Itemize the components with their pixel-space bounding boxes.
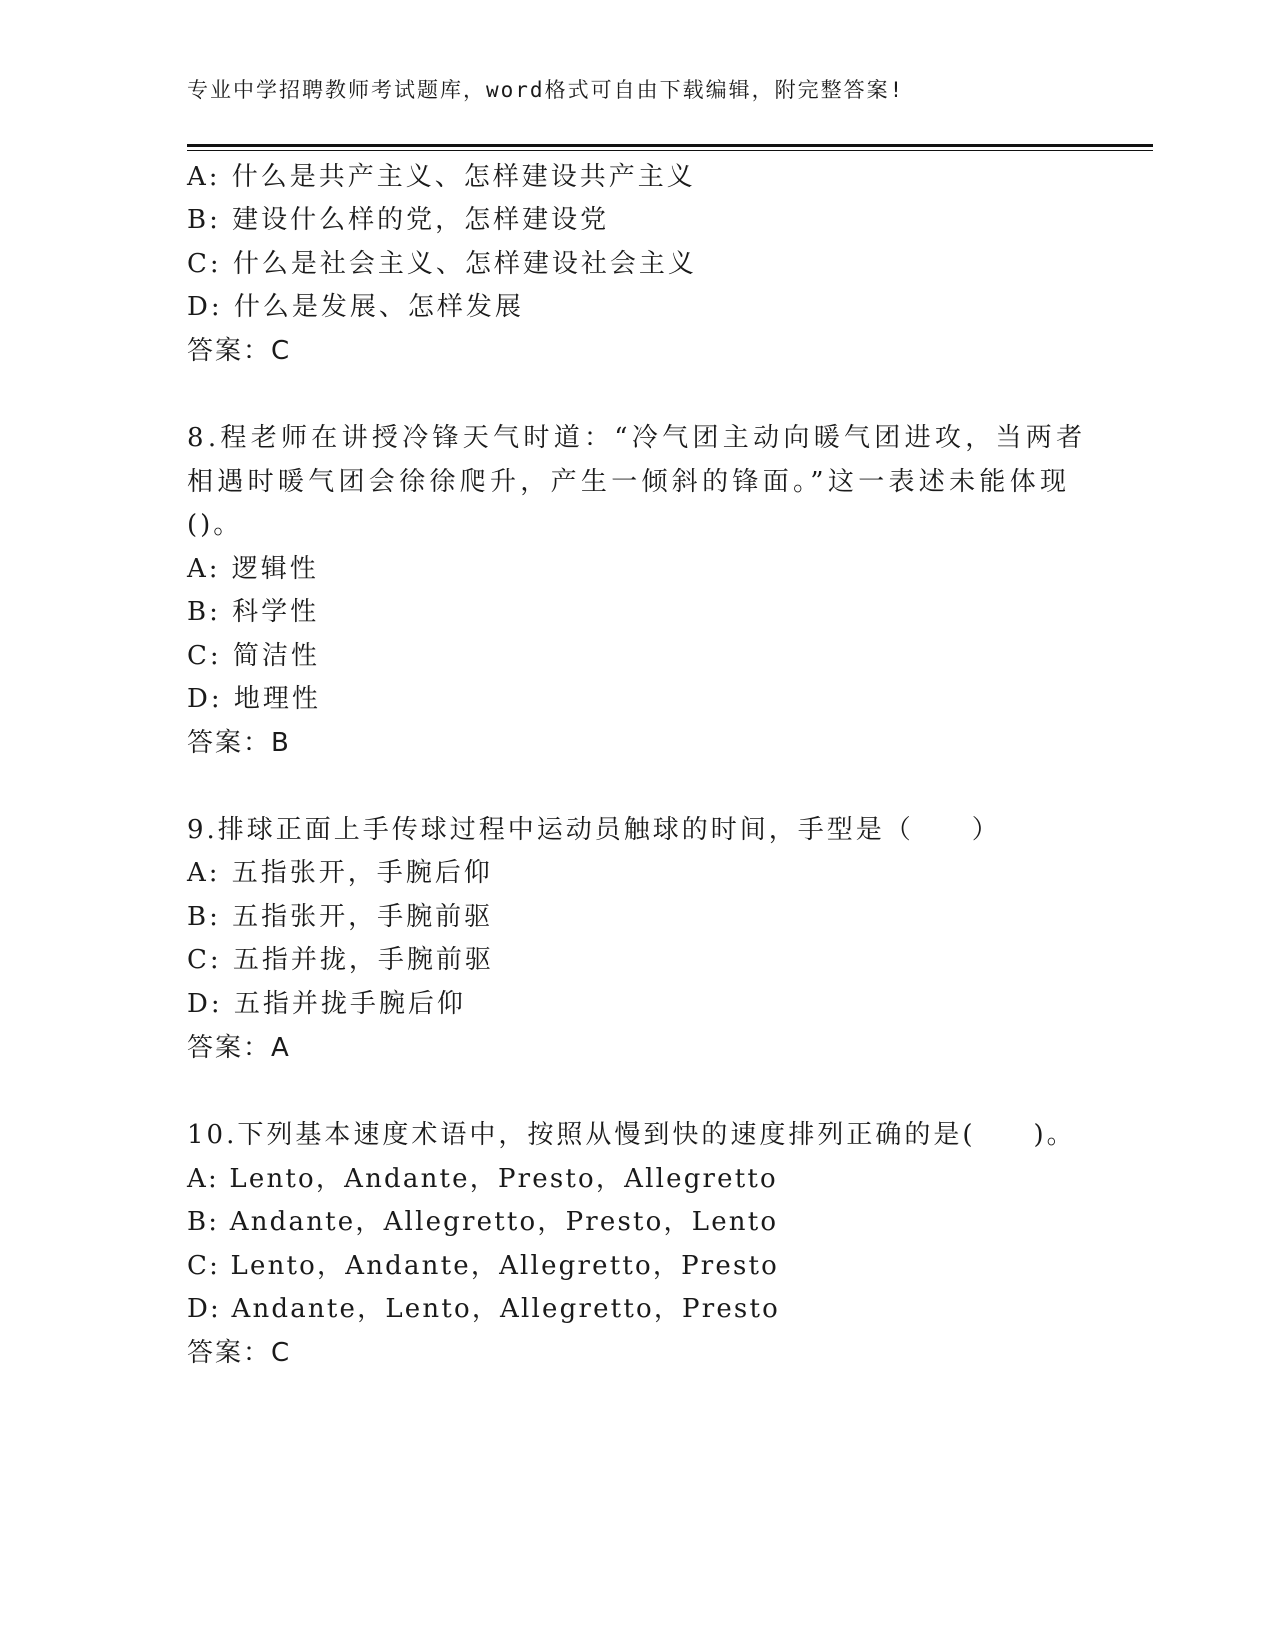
q8-option-a: A: 逻辑性 xyxy=(187,554,319,584)
q10-option-d: D: Andante，Lento，Allegretto，Presto xyxy=(187,1294,780,1324)
q10-stem: 10.下列基本速度术语中，按照从慢到快的速度排列正确的是( )。 xyxy=(187,1120,1076,1150)
q8-option-c: C: 简洁性 xyxy=(187,641,320,671)
q9-option-a: A: 五指张开，手腕后仰 xyxy=(187,858,493,888)
q9-answer: 答案：A xyxy=(187,1033,291,1063)
q8-stem-line-2: 相遇时暖气团会徐徐爬升，产生一倾斜的锋面。”这一表述未能体现 xyxy=(187,467,1071,497)
q7-option-b: B: 建设什么样的党，怎样建设党 xyxy=(187,205,610,235)
q9-option-d: D: 五指并拢手腕后仰 xyxy=(187,989,466,1019)
q9-stem: 9.排球正面上手传球过程中运动员触球的时间，手型是（ ） xyxy=(187,815,1001,845)
q10-answer: 答案：C xyxy=(187,1338,292,1368)
q9-option-b: B: 五指张开，手腕前驱 xyxy=(187,902,494,932)
q8-stem-line-1: 8.程老师在讲授冷锋天气时道：“冷气团主动向暖气团进攻，当两者 xyxy=(187,423,1087,453)
q7-answer: 答案：C xyxy=(187,336,292,366)
q9-option-c: C: 五指并拢，手腕前驱 xyxy=(187,945,494,975)
q8-answer: 答案：B xyxy=(187,728,291,758)
q7-option-c: C: 什么是社会主义、怎样建设社会主义 xyxy=(187,249,697,279)
header-divider-thin xyxy=(187,150,1153,151)
q7-option-d: D: 什么是发展、怎样发展 xyxy=(187,292,524,322)
q8-option-d: D: 地理性 xyxy=(187,684,321,714)
q8-option-b: B: 科学性 xyxy=(187,597,320,627)
q7-option-a: A: 什么是共产主义、怎样建设共产主义 xyxy=(187,162,696,192)
q10-option-b: B: Andante，Allegretto，Presto，Lento xyxy=(187,1207,779,1237)
page-header: 专业中学招聘教师考试题库，word格式可自由下载编辑，附完整答案! xyxy=(187,78,905,102)
q8-stem-line-3: ()。 xyxy=(187,510,243,540)
header-divider xyxy=(187,144,1153,147)
q10-option-c: C: Lento，Andante，Allegretto，Presto xyxy=(187,1251,780,1281)
q10-option-a: A: Lento，Andante，Presto，Allegretto xyxy=(187,1164,778,1194)
